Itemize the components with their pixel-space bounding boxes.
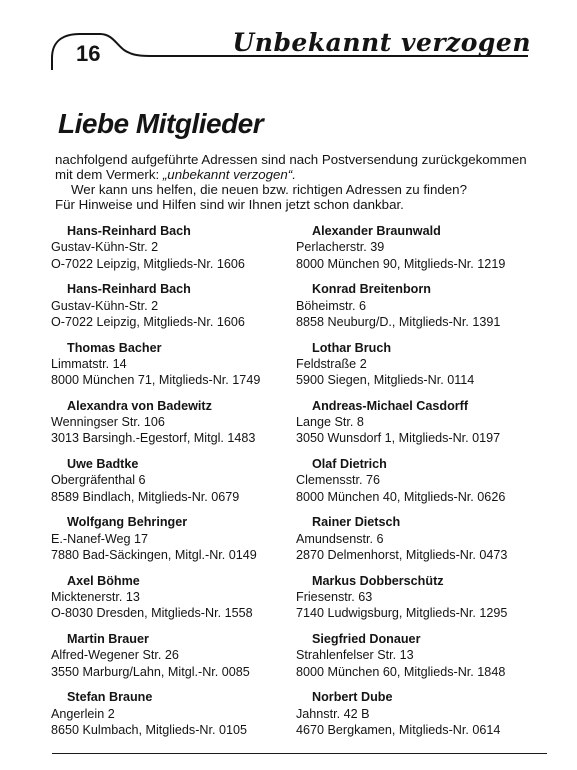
member-street: Feldstraße 2 (296, 356, 367, 371)
member-city: O-7022 Leipzig, Mitglieds-Nr. 1606 (51, 314, 245, 329)
address-entry (296, 398, 546, 456)
member-street: Obergräfenthal 6 (51, 473, 146, 488)
member-street: Gustav-Kühn-Str. 2 (51, 240, 159, 255)
member-city: 7140 Ludwigsburg, Mitglieds-Nr. 1295 (296, 606, 508, 621)
member-street: Friesenstr. 63 (296, 590, 373, 605)
right-address-column (296, 223, 546, 748)
member-name: Siegfried Donauer (312, 632, 421, 647)
member-name: Alexander Braunwald (312, 224, 441, 238)
address-entry (51, 223, 301, 281)
address-entry (51, 689, 301, 747)
address-entry (51, 398, 301, 456)
member-city: 5900 Siegen, Mitglieds-Nr. 0114 (296, 373, 475, 388)
intro-line: nachfolgend aufgeführte Adressen sind nach Postversendung zurückgekommen (55, 152, 527, 167)
member-name: Konrad Breitenborn (312, 282, 431, 297)
left-address-column (51, 223, 301, 748)
member-name: Hans-Reinhard Bach (67, 282, 191, 297)
address-entry (296, 631, 546, 689)
member-city: 8000 München 71, Mitglieds-Nr. 1749 (51, 373, 261, 388)
member-name: Olaf Dietrich (312, 457, 387, 472)
member-name: Lothar Bruch (312, 340, 392, 355)
member-street: Strahlenfelser Str. 13 (296, 648, 414, 663)
address-entry (51, 281, 301, 339)
intro-line: mit dem Vermerk: „unbekannt verzogen“. (55, 167, 296, 182)
address-entry (51, 573, 301, 631)
member-city: 8000 München 40, Mitglieds-Nr. 0626 (296, 489, 506, 504)
member-street: Lange Str. 8 (296, 415, 364, 430)
page-number: 16 (76, 41, 101, 66)
member-city: 2870 Delmenhorst, Mitglieds-Nr. 0473 (296, 548, 508, 563)
member-name: Axel Böhme (67, 573, 140, 588)
member-name: Norbert Dube (312, 690, 393, 705)
address-entry (296, 281, 546, 339)
member-street: Gustav-Kühn-Str. 2 (51, 298, 159, 313)
member-city: 8589 Bindlach, Mitglieds-Nr. 0679 (51, 489, 240, 504)
address-entry (51, 514, 301, 572)
member-name: Alexandra von Badewitz (67, 398, 212, 413)
address-entry (296, 573, 546, 631)
member-name: Hans-Reinhard Bach (67, 224, 191, 238)
member-street: Limmatstr. 14 (51, 356, 127, 371)
member-name: Uwe Badtke (67, 457, 139, 472)
intro-line: Für Hinweise und Hilfen sind wir Ihnen jetzt schon dankbar. (55, 197, 404, 212)
headline: Liebe Mitglieder (58, 108, 264, 139)
address-entry (296, 223, 546, 281)
section-title: Unbekannt verzogen (232, 28, 531, 57)
address-entry (296, 340, 546, 398)
member-street: Jahnstr. 42 B (296, 706, 370, 721)
address-entry (296, 514, 546, 572)
member-name: Markus Dobberschütz (312, 573, 444, 588)
member-city: 8000 München 60, Mitglieds-Nr. 1848 (296, 664, 506, 679)
address-entry (51, 456, 301, 514)
member-street: Perlacherstr. 39 (296, 240, 385, 255)
address-entry (296, 456, 546, 514)
intro-line: Wer kann uns helfen, die neuen bzw. richtigen Adressen zu finden? (71, 182, 467, 197)
member-city: 8650 Kulmbach, Mitglieds-Nr. 0105 (51, 722, 248, 737)
member-name: Thomas Bacher (67, 340, 162, 355)
member-city: 7880 Bad-Säckingen, Mitgl.-Nr. 0149 (51, 548, 257, 563)
address-entry (296, 689, 546, 747)
quoted-remark: „unbekannt verzogen“. (162, 167, 296, 182)
member-city: 3013 Barsingh.-Egestorf, Mitgl. 1483 (51, 431, 256, 446)
member-city: 3550 Marburg/Lahn, Mitgl.-Nr. 0085 (51, 664, 250, 679)
member-city: O-7022 Leipzig, Mitglieds-Nr. 1606 (51, 256, 245, 271)
member-street: Alfred-Wegener Str. 26 (51, 648, 179, 663)
member-name: Stefan Braune (67, 690, 153, 705)
address-entry (51, 631, 301, 689)
member-street: Amundsenstr. 6 (296, 531, 384, 546)
member-street: Clemensstr. 76 (296, 473, 380, 488)
member-city: 3050 Wunsdorf 1, Mitglieds-Nr. 0197 (296, 431, 501, 446)
member-street: Micktenerstr. 13 (51, 590, 140, 605)
member-name: Rainer Dietsch (312, 515, 401, 530)
member-name: Andreas-Michael Casdorff (312, 398, 469, 413)
member-street: E.-Nanef-Weg 17 (51, 531, 149, 546)
member-name: Wolfgang Behringer (67, 515, 188, 530)
member-street: Angerlein 2 (51, 706, 115, 721)
background-watermark (245, 82, 545, 142)
footer-rule (52, 753, 547, 754)
member-name: Martin Brauer (67, 632, 149, 647)
member-city: O-8030 Dresden, Mitglieds-Nr. 1558 (51, 606, 253, 621)
member-city: 4670 Bergkamen, Mitglieds-Nr. 0614 (296, 722, 501, 737)
member-city: 8858 Neuburg/D., Mitglieds-Nr. 1391 (296, 314, 501, 329)
address-entry (51, 340, 301, 398)
member-city: 8000 München 90, Mitglieds-Nr. 1219 (296, 256, 506, 271)
member-street: Böheimstr. 6 (296, 298, 366, 313)
intro-text (55, 152, 535, 212)
member-street: Wenningser Str. 106 (51, 415, 165, 430)
